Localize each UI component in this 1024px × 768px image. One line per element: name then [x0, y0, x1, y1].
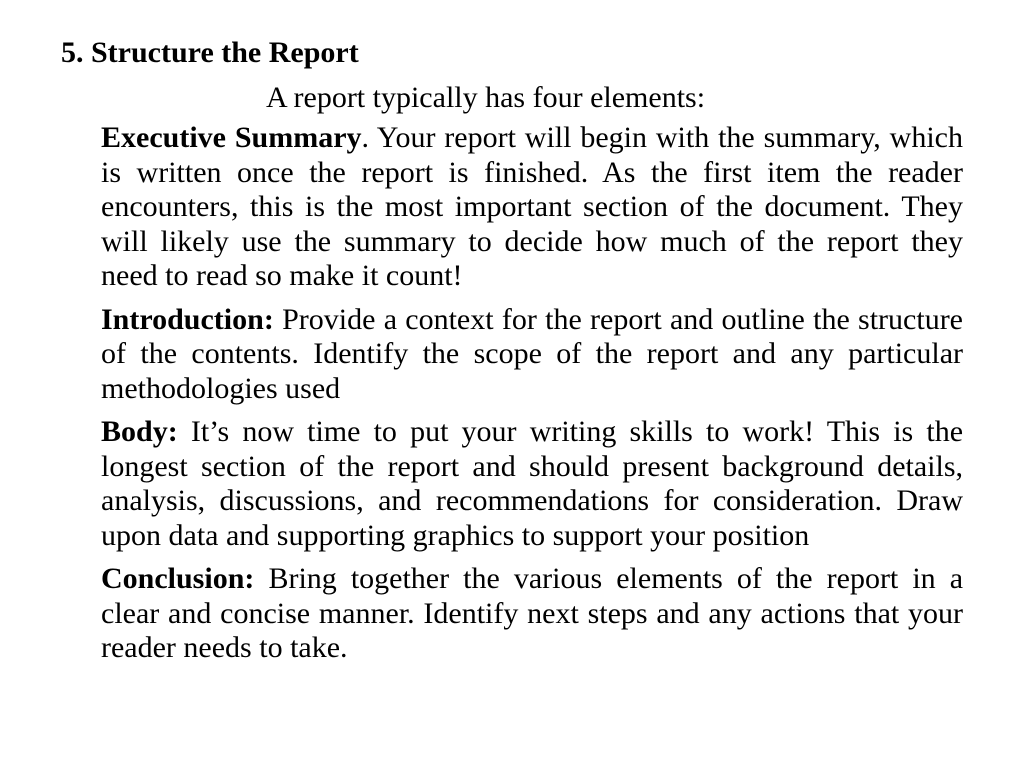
section-text: Provide a context for the report and outline the structure of the contents. Identify the scope of the report and any particular methodologies used [101, 302, 963, 405]
section-term: Executive Summary [101, 121, 362, 154]
section-text: It’s now time to put your writing skills to work! This is the longest section of the report and should present background details, analysis, discussions, and recommendations for consideration. Draw upon data and supporting graphics to support your position [101, 415, 964, 552]
section-text: Bring together the various elements of the report in a clear and concise manner. Identify next steps and any actions that your reader needs to take. [101, 562, 964, 664]
sections-list [101, 121, 963, 675]
section-body [101, 415, 963, 553]
intro-line: A report typically has four elements: [266, 81, 706, 114]
section-term: Conclusion: [101, 562, 255, 595]
section-conclusion [101, 562, 963, 666]
section-term: Introduction: [101, 302, 274, 336]
section-term: Body: [101, 415, 178, 448]
section-separator: . [361, 121, 370, 154]
slide-heading: 5. Structure the Report [61, 36, 359, 69]
section-text: Your report will begin with the summary, which is written once the report is finished. As the first item the reader encounters, this is the most important section of the document. They will likely use the summary to decide how much of the report they need to read so make it count! [101, 121, 964, 292]
section-introduction [101, 303, 963, 407]
section-executive-summary [101, 121, 963, 294]
